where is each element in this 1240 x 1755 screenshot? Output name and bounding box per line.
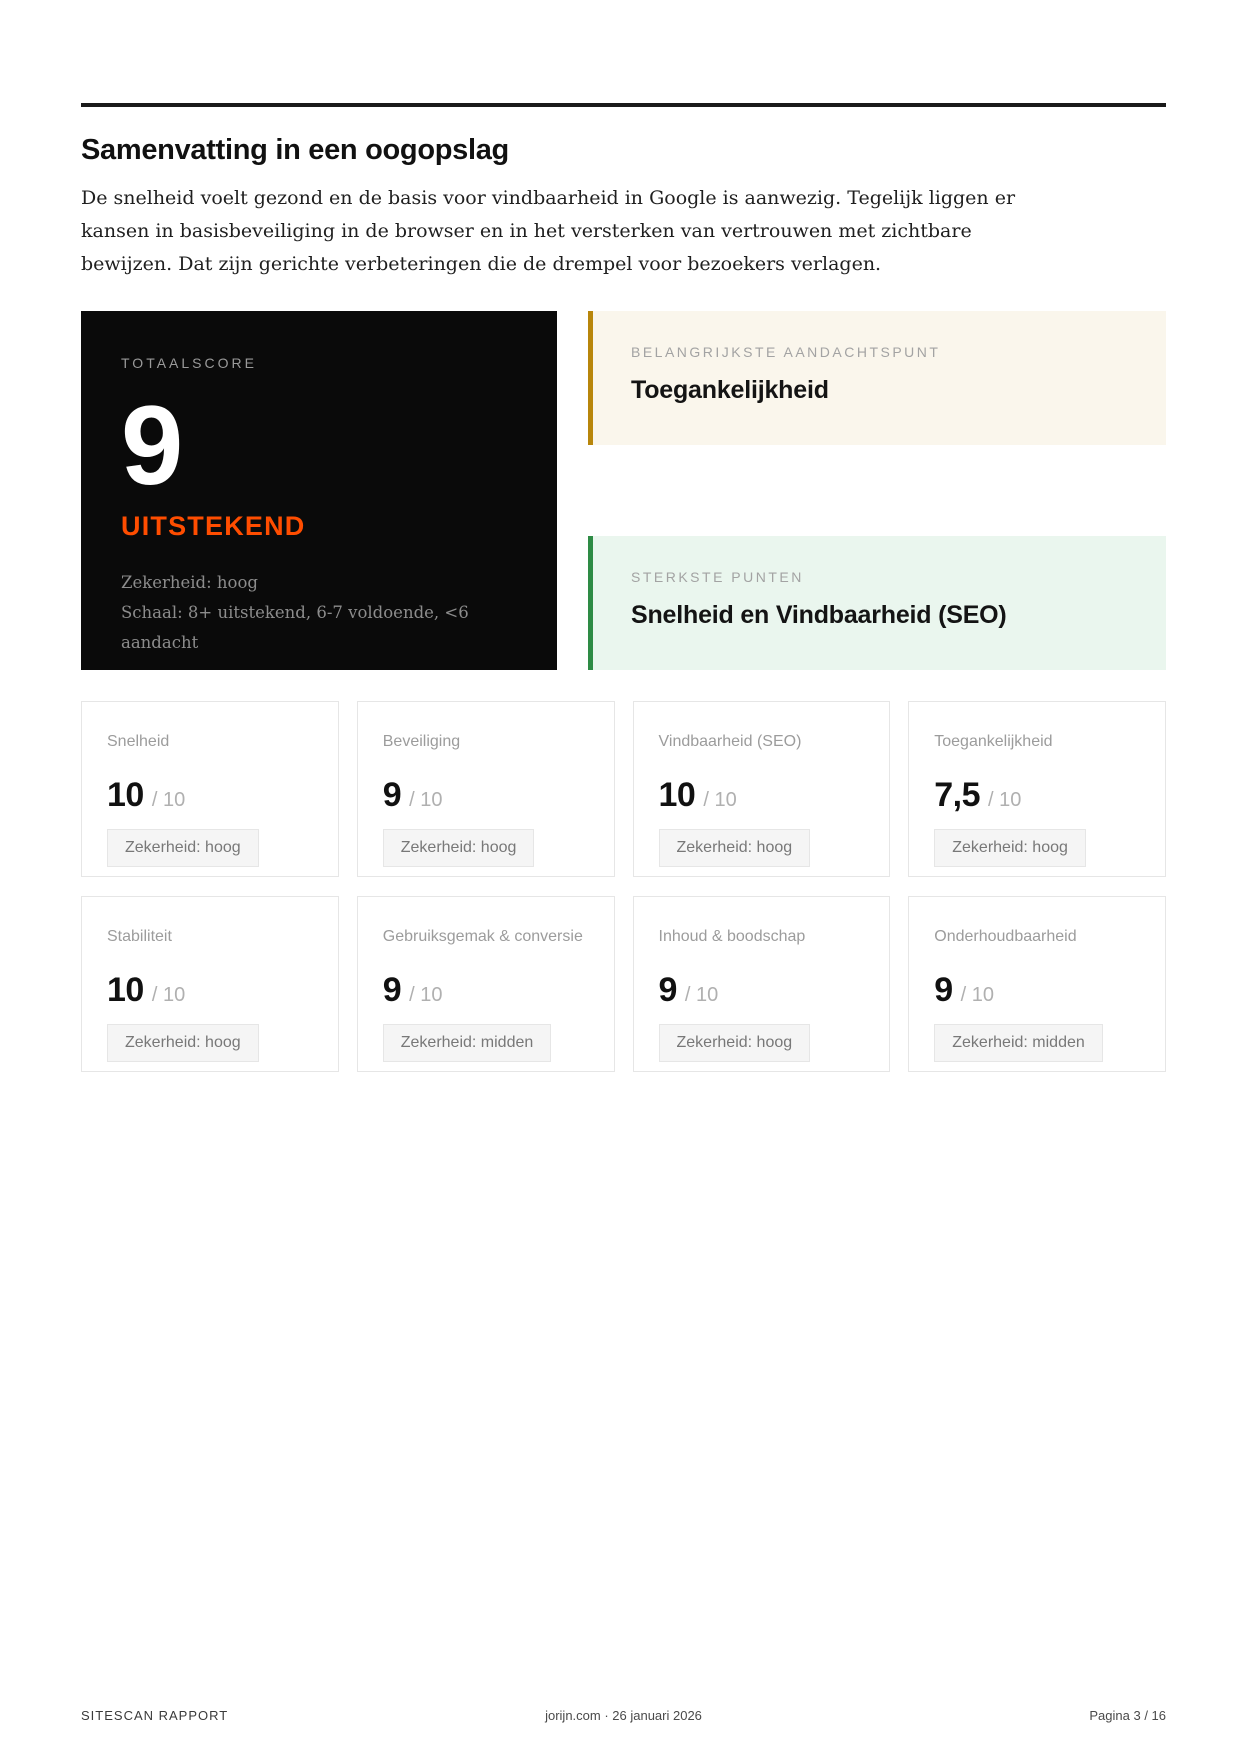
certainty-badge: Zekerheid: hoog <box>107 1024 259 1062</box>
callout-strength-card <box>588 536 1166 670</box>
score-card-label: Vindbaarheid (SEO) <box>658 733 802 750</box>
score-value: 9 <box>934 971 953 1009</box>
score-grid <box>81 701 1166 1072</box>
score-value: 10 <box>107 776 144 814</box>
score-card-gebruiksgemak <box>357 896 615 1072</box>
score-card-label: Stabiliteit <box>107 928 172 945</box>
score-max: / 10 <box>703 789 737 811</box>
callout-column <box>588 311 1166 670</box>
score-card-toegankelijkheid <box>908 701 1166 877</box>
score-card-vindbaarheid <box>633 701 891 877</box>
callout-attention-label: BELANGRIJKSTE AANDACHTSPUNT <box>631 344 941 360</box>
certainty-badge: Zekerheid: hoog <box>659 1024 811 1062</box>
score-line <box>934 971 1140 1010</box>
total-score-meta <box>121 568 517 657</box>
score-max: / 10 <box>151 789 186 811</box>
score-card-stabiliteit <box>81 896 339 1072</box>
certainty-badge: Zekerheid: hoog <box>659 829 811 867</box>
score-card-label: Beveiliging <box>382 733 461 750</box>
total-score-card <box>81 311 557 670</box>
score-card-beveiliging <box>357 701 615 877</box>
callout-strength-title: Snelheid en Vindbaarheid (SEO) <box>631 601 1007 629</box>
footer-site-date: jorijn.com · 26 januari 2026 <box>545 1708 702 1723</box>
callout-attention-title: Toegankelijkheid <box>631 376 829 404</box>
score-value: 7,5 <box>934 776 981 814</box>
score-max: / 10 <box>988 789 1022 811</box>
certainty-badge: Zekerheid: hoog <box>107 829 259 867</box>
score-line <box>107 776 313 815</box>
score-max: / 10 <box>409 789 443 811</box>
score-card-snelheid <box>81 701 339 877</box>
score-value: 10 <box>658 776 696 814</box>
certainty-badge: Zekerheid: hoog <box>383 829 535 867</box>
score-card-onderhoudbaarheid <box>908 896 1166 1072</box>
callout-strength-label: STERKSTE PUNTEN <box>631 569 804 585</box>
hero-row <box>81 311 1166 670</box>
certainty-badge: Zekerheid: hoog <box>934 829 1086 867</box>
summary-paragraph: De snelheid voelt gezond en de basis voor vindbaarheid in Google is aanwezig. Tegelijk liggen er kansen in basisbeveiliging in de browser en in het versterken van vertrouwen met zichtbare bewijzen. Dat zijn gerichte verbeteringen die de drempel voor bezoekers verlagen. <box>81 187 1016 275</box>
page-title: Samenvatting in een oogopslag <box>81 134 509 166</box>
score-value: 9 <box>382 971 402 1009</box>
top-divider <box>81 103 1166 107</box>
score-line <box>934 776 1140 815</box>
footer-report-name: SITESCAN RAPPORT <box>81 1708 229 1723</box>
certainty-badge: Zekerheid: midden <box>383 1024 552 1062</box>
score-max: / 10 <box>409 984 443 1006</box>
score-line <box>659 971 865 1010</box>
total-score-label: TOTAALSCORE <box>121 355 257 371</box>
score-max: / 10 <box>684 984 719 1006</box>
report-content <box>81 0 1166 1072</box>
total-score-verdict: UITSTEKEND <box>121 511 306 542</box>
score-line <box>659 776 865 815</box>
score-card-label: Inhoud & boodschap <box>658 928 806 945</box>
score-card-label: Snelheid <box>107 733 170 750</box>
score-value: 10 <box>107 971 144 1009</box>
score-line <box>383 971 589 1010</box>
page-footer <box>81 1708 1166 1723</box>
score-line <box>383 776 589 815</box>
callout-attention-card <box>588 311 1166 445</box>
score-max: / 10 <box>960 984 995 1006</box>
score-max: / 10 <box>151 984 186 1006</box>
total-score-certainty: Zekerheid: hoog <box>121 573 258 593</box>
score-line <box>107 971 313 1010</box>
score-card-label: Onderhoudbaarheid <box>934 928 1077 945</box>
certainty-badge: Zekerheid: midden <box>934 1024 1103 1062</box>
total-score-value: 9 <box>121 383 184 508</box>
score-value: 9 <box>382 776 402 814</box>
score-card-label: Toegankelijkheid <box>934 733 1053 750</box>
score-card-label: Gebruiksgemak & conversie <box>382 928 583 945</box>
score-card-inhoud <box>633 896 891 1072</box>
score-value: 9 <box>658 971 677 1009</box>
total-score-scale: Schaal: 8+ uitstekend, 6-7 voldoende, <6 aandacht <box>121 603 469 652</box>
footer-page-number: Pagina 3 / 16 <box>1089 1708 1167 1723</box>
